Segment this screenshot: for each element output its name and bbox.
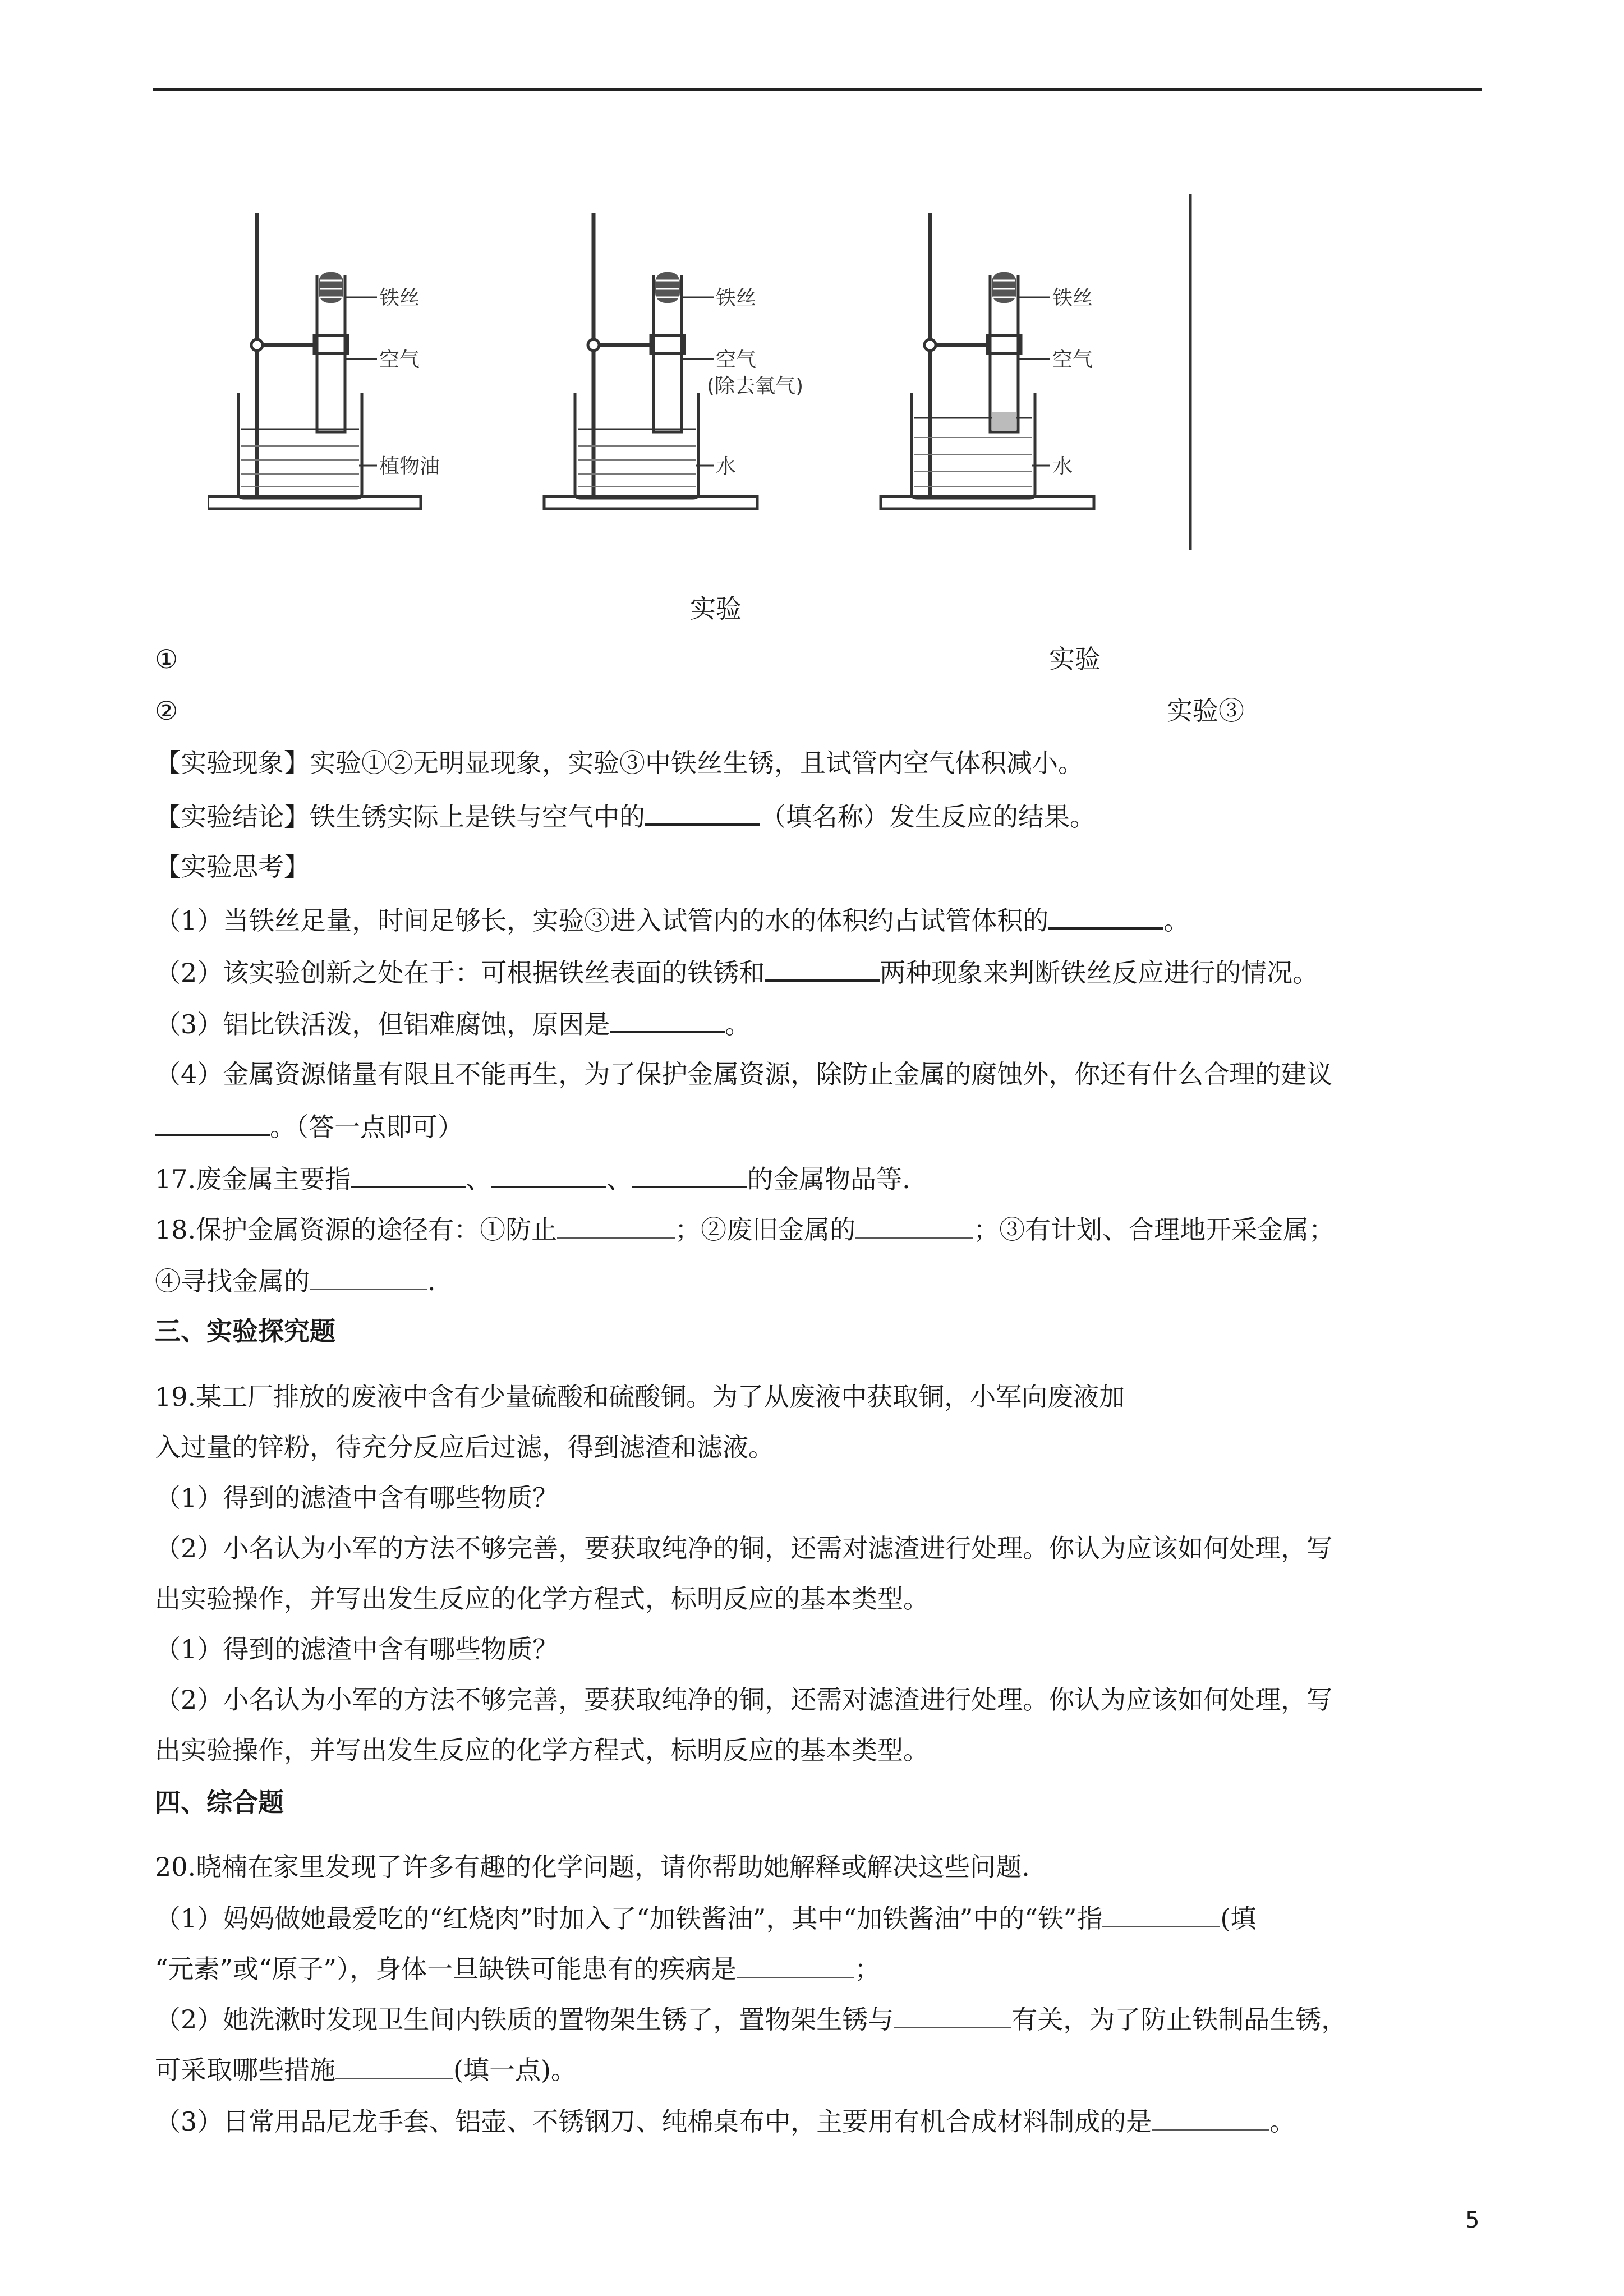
blank[interactable] xyxy=(632,1160,747,1188)
header-rule xyxy=(153,88,1482,91)
q19-line2: 入过量的锌粉，待充分反应后过滤，得到滤渣和滤液。 xyxy=(155,1432,774,1462)
caption-experiment-2: 实验 xyxy=(1049,644,1101,674)
label-air-1: 空气 xyxy=(379,348,420,371)
q19-line3: （1）得到的滤渣中含有哪些物质？ xyxy=(155,1483,559,1513)
q16-conclusion: 【实验结论】铁生锈实际上是铁与空气中的 （填名称）发生反应的结果。 xyxy=(155,798,1096,834)
caption-experiment-3: 实验③ xyxy=(1167,696,1244,726)
apparatus-2 xyxy=(544,213,803,509)
label-iron-3: 铁丝 xyxy=(1052,287,1093,310)
label-air-3: 空气 xyxy=(1052,348,1093,371)
blank[interactable] xyxy=(1048,901,1163,930)
q16-s4b: 。（答一点即可） xyxy=(155,1108,463,1144)
q18-line1: 18.保护金属资源的途径有：①防止 ；②废旧金属的 ；③有计划、合理地开采金属； xyxy=(155,1212,1335,1246)
blank[interactable] xyxy=(351,1160,466,1188)
blank[interactable] xyxy=(155,1108,270,1136)
q20-line5: 可采取哪些措施 (填一点)。 xyxy=(155,2052,577,2087)
caption-circle-1: ① xyxy=(155,644,178,674)
q20-line4: （2）她洗漱时发现卫生间内铁质的置物架生锈了，置物架生锈与 有关，为了防止铁制品生锈， xyxy=(155,2001,1347,2036)
caption-circle-2: ② xyxy=(155,696,178,726)
label-liquid-3: 水 xyxy=(1052,455,1073,478)
caption-line-1: 实验 xyxy=(690,593,742,624)
apparatus-3 xyxy=(881,213,1094,509)
blank[interactable] xyxy=(610,1005,725,1033)
q20-line3: “元素”或“原子”），身体一旦缺铁可能患有的疾病是 ； xyxy=(155,1951,880,1986)
experiment-figure xyxy=(208,191,1206,561)
q19-line5: 出实验操作，并写出发生反应的化学方程式，标明反应的基本类型。 xyxy=(155,1584,929,1614)
q16-thinking: 【实验思考】 xyxy=(155,852,310,882)
q19-line7: （2）小名认为小军的方法不够完善，要获取纯净的铜，还需对滤渣进行处理。你认为应该如何处理，写 xyxy=(155,1685,1333,1715)
blank[interactable] xyxy=(765,954,880,982)
q20-line2: （1）妈妈做她最爱吃的“红烧肉”时加入了“加铁酱油”，其中“加铁酱油”中的“铁”指 (填 xyxy=(155,1901,1256,1935)
q19-line4: （2）小名认为小军的方法不够完善，要获取纯净的铜，还需对滤渣进行处理。你认为应该如何处理，写 xyxy=(155,1533,1333,1563)
q16-s2: （2）该实验创新之处在于：可根据铁丝表面的铁锈和 两种现象来判断铁丝反应进行的情况。 xyxy=(155,954,1318,990)
q20-line1: 20.晓楠在家里发现了许多有趣的化学问题，请你帮助她解释或解决这些问题. xyxy=(155,1852,1030,1882)
q16-s3: （3）铝比铁活泼，但铝难腐蚀，原因是 。 xyxy=(155,1005,751,1041)
blank[interactable] xyxy=(1102,1901,1220,1927)
blank[interactable] xyxy=(557,1212,675,1239)
label-air-2: 空气 xyxy=(716,348,757,371)
label-liquid-1: 植物油 xyxy=(379,455,440,478)
blank[interactable] xyxy=(645,798,760,826)
label-liquid-2: 水 xyxy=(716,455,737,478)
blank[interactable] xyxy=(335,2052,453,2079)
q19-line8: 出实验操作，并写出发生反应的化学方程式，标明反应的基本类型。 xyxy=(155,1735,929,1765)
q18-line2: ④寻找金属的 . xyxy=(155,1263,436,1298)
blank[interactable] xyxy=(894,2001,1011,2028)
section-4-heading: 四、综合题 xyxy=(155,1787,284,1818)
q17: 17.废金属主要指 、 、 的金属物品等. xyxy=(155,1160,910,1196)
q19-line6: （1）得到的滤渣中含有哪些物质？ xyxy=(155,1634,559,1664)
blank[interactable] xyxy=(310,1263,427,1290)
q16-phenomenon: 【实验现象】实验①②无明显现象，实验③中铁丝生锈，且试管内空气体积减小。 xyxy=(155,748,1084,778)
q16-s4: （4）金属资源储量有限且不能再生，为了保护金属资源，除防止金属的腐蚀外，你还有什么合理的建议 xyxy=(155,1059,1333,1089)
blank[interactable] xyxy=(855,1212,973,1239)
page-number: 5 xyxy=(1465,2207,1480,2233)
label-iron-2: 铁丝 xyxy=(716,287,757,310)
q20-line6: （3）日常用品尼龙手套、铝壶、不锈钢刀、纯棉桌布中，主要用有机合成材料制成的是 。 xyxy=(155,2104,1295,2138)
section-3-heading: 三、实验探究题 xyxy=(155,1316,335,1346)
blank[interactable] xyxy=(1152,2104,1269,2131)
q19-line1: 19.某工厂排放的废液中含有少量硫酸和硫酸铜。为了从废液中获取铜，小军向废液加 xyxy=(155,1382,1125,1412)
label-iron-1: 铁丝 xyxy=(379,287,420,310)
apparatus-1 xyxy=(208,213,440,509)
q16-s1: （1）当铁丝足量，时间足够长，实验③进入试管内的水的体积约占试管体积的 。 xyxy=(155,901,1189,937)
label-air-note-2: (除去氧气) xyxy=(707,375,804,398)
blank[interactable] xyxy=(491,1160,606,1188)
blank[interactable] xyxy=(737,1951,854,1978)
